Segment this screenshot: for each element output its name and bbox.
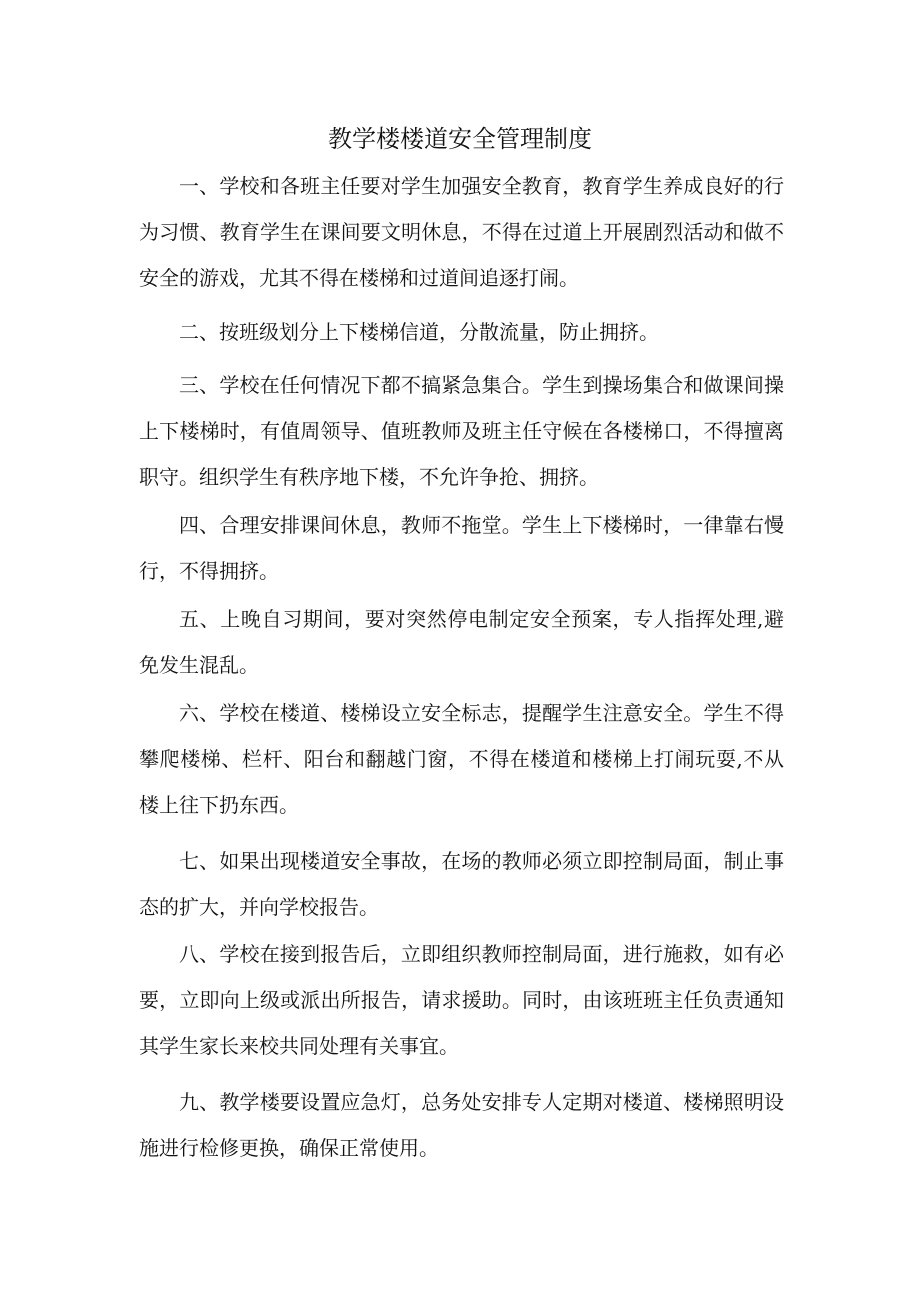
paragraph-1: 一、学校和各班主任要对学生加强安全教育，教育学生养成良好的行为习惯、教育学生在课间要文明休息，不得在过道上开展剧烈活动和做不安全的游戏，尤其不得在楼梯和过道间追逐打闹。 bbox=[139, 174, 784, 290]
paragraph-2: 二、按班级划分上下楼梯信道，分散流量，防止拥挤。 bbox=[179, 320, 659, 344]
paragraph-5: 五、上晚自习期间，要对突然停电制定安全预案，专人指挥处理,避免发生混乱。 bbox=[139, 607, 784, 677]
paragraph-4: 四、合理安排课间休息，教师不拖堂。学生上下楼梯时，一律靠右慢行，不得拥挤。 bbox=[139, 513, 784, 583]
document-title: 教学楼楼道安全管理制度 bbox=[328, 125, 592, 153]
paragraph-8: 八、学校在接到报告后，立即组织教师控制局面，进行施救，如有必要，立即向上级或派出所报告，请求援助。同时，由该班班主任负责通知其学生家长来校共同处理有关事宜。 bbox=[139, 942, 784, 1058]
paragraph-6: 六、学校在楼道、楼梯设立安全标志，提醒学生注意安全。学生不得攀爬楼梯、栏杆、阳台和翻越门窗，不得在楼道和楼梯上打闹玩耍,不从楼上往下扔东西。 bbox=[139, 701, 784, 817]
paragraph-3: 三、学校在任何情况下都不搞紧急集合。学生到操场集合和做课间操上下楼梯时，有值周领导、值班教师及班主任守候在各楼梯口，不得擅离职守。组织学生有秩序地下楼，不允许争抢、拥挤。 bbox=[139, 373, 784, 489]
paragraph-9: 九、教学楼要设置应急灯，总务处安排专人定期对楼道、楼梯照明设施进行检修更换，确保正常使用。 bbox=[139, 1090, 784, 1160]
paragraph-7: 七、如果出现楼道安全事故，在场的教师必须立即控制局面，制止事态的扩大，并向学校报告。 bbox=[139, 849, 784, 919]
